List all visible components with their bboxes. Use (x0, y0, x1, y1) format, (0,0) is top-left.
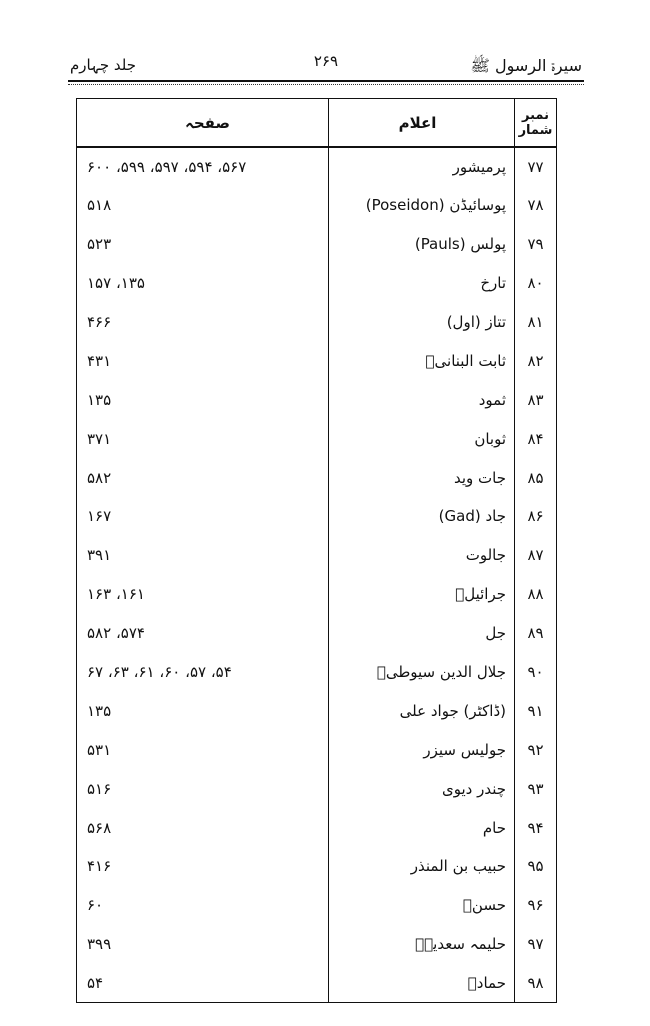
row-name: جلال الدین سیوطیؒ (329, 653, 515, 692)
row-pages: ۱۳۵ (77, 380, 329, 419)
row-pages: ۵۲۳ (77, 225, 329, 264)
column-header-number: نمبر شمار (515, 99, 557, 148)
row-name: جاد (Gad) (329, 497, 515, 536)
row-number: ۹۷ (515, 925, 557, 964)
table-row (77, 769, 557, 808)
table-row (77, 419, 557, 458)
row-number: ۸۳ (515, 380, 557, 419)
column-header-pages: صفحہ (77, 99, 329, 148)
row-pages: ۱۳۵، ۱۵۷ (77, 264, 329, 303)
row-number: ۹۱ (515, 691, 557, 730)
table-header (77, 99, 557, 148)
row-pages: ۵۱۶ (77, 769, 329, 808)
row-pages: ۵۳۱ (77, 730, 329, 769)
row-pages: ۳۹۹ (77, 925, 329, 964)
row-pages: ۶۰ (77, 886, 329, 925)
row-number: ۹۶ (515, 886, 557, 925)
row-name: جولیس سیزر (329, 730, 515, 769)
row-number: ۹۳ (515, 769, 557, 808)
table-row (77, 886, 557, 925)
row-name: پولس (Pauls) (329, 225, 515, 264)
row-name: چندر دیوی (329, 769, 515, 808)
table-row (77, 575, 557, 614)
row-pages: ۴۳۱ (77, 341, 329, 380)
row-pages: ۱۶۷ (77, 497, 329, 536)
row-number: ۸۸ (515, 575, 557, 614)
table-row (77, 225, 557, 264)
row-name: جات وید (329, 458, 515, 497)
row-number: ۸۰ (515, 264, 557, 303)
row-name: حبیب بن المنذر (329, 847, 515, 886)
table-row (77, 264, 557, 303)
table-row (77, 147, 557, 186)
table-row (77, 497, 557, 536)
table-row (77, 808, 557, 847)
row-name: حمادؒ (329, 964, 515, 1003)
row-number: ۹۸ (515, 964, 557, 1003)
table-row (77, 691, 557, 730)
row-name: پوسائیڈن (Poseidon) (329, 186, 515, 225)
row-number: ۸۶ (515, 497, 557, 536)
table-row (77, 614, 557, 653)
row-name: حام (329, 808, 515, 847)
row-name: جالوت (329, 536, 515, 575)
row-number: ۹۴ (515, 808, 557, 847)
row-number: ۹۵ (515, 847, 557, 886)
row-name: تارخ (329, 264, 515, 303)
table-row (77, 964, 557, 1003)
row-pages: ۱۳۵ (77, 691, 329, 730)
row-number: ۸۲ (515, 341, 557, 380)
table-row (77, 303, 557, 342)
table-row (77, 847, 557, 886)
row-name: حلیمہ سعدیہؓ (329, 925, 515, 964)
row-number: ۸۵ (515, 458, 557, 497)
table-row (77, 380, 557, 419)
row-pages: ۵۶۷، ۵۹۴، ۵۹۷، ۵۹۹، ۶۰۰ (77, 147, 329, 186)
row-number: ۷۸ (515, 186, 557, 225)
row-pages: ۵۱۸ (77, 186, 329, 225)
row-name: (ڈاکٹر) جواد علی (329, 691, 515, 730)
table-row (77, 730, 557, 769)
page-header (68, 50, 584, 82)
row-number: ۸۴ (515, 419, 557, 458)
row-number: ۷۹ (515, 225, 557, 264)
volume-label: جلد چہارم (70, 56, 137, 74)
table-row (77, 341, 557, 380)
row-pages: ۵۴، ۵۷، ۶۰، ۶۱، ۶۳، ۶۷ (77, 653, 329, 692)
row-number: ۹۰ (515, 653, 557, 692)
row-pages: ۵۷۴، ۵۸۲ (77, 614, 329, 653)
row-name: ثوبان (329, 419, 515, 458)
row-pages: ۴۱۶ (77, 847, 329, 886)
row-name: پرمیشور (329, 147, 515, 186)
page-number: ۲۶۹ (313, 52, 339, 70)
row-number: ۷۷ (515, 147, 557, 186)
row-pages: ۵۸۲ (77, 458, 329, 497)
table-row (77, 186, 557, 225)
row-number: ۸۹ (515, 614, 557, 653)
row-name: تتاز (اول) (329, 303, 515, 342)
row-pages: ۱۶۱، ۱۶۳ (77, 575, 329, 614)
row-pages: ۴۶۶ (77, 303, 329, 342)
row-name: ثمود (329, 380, 515, 419)
row-name: جل (329, 614, 515, 653)
table-body (77, 147, 557, 1003)
row-pages: ۵۶۸ (77, 808, 329, 847)
row-number: ۸۱ (515, 303, 557, 342)
row-name: ثابت البنانیؒ (329, 341, 515, 380)
row-pages: ۳۹۱ (77, 536, 329, 575)
index-table (76, 98, 557, 1003)
table-row (77, 458, 557, 497)
row-number: ۹۲ (515, 730, 557, 769)
row-number: ۸۷ (515, 536, 557, 575)
row-pages: ۵۴ (77, 964, 329, 1003)
row-name: جرائیلؑ (329, 575, 515, 614)
row-pages: ۳۷۱ (77, 419, 329, 458)
column-header-names: اعلام (329, 99, 515, 148)
book-title: سیرۃ الرسول ﷺ (470, 56, 582, 75)
table-row (77, 653, 557, 692)
table-row (77, 925, 557, 964)
row-name: حسنؓ (329, 886, 515, 925)
table-row (77, 536, 557, 575)
